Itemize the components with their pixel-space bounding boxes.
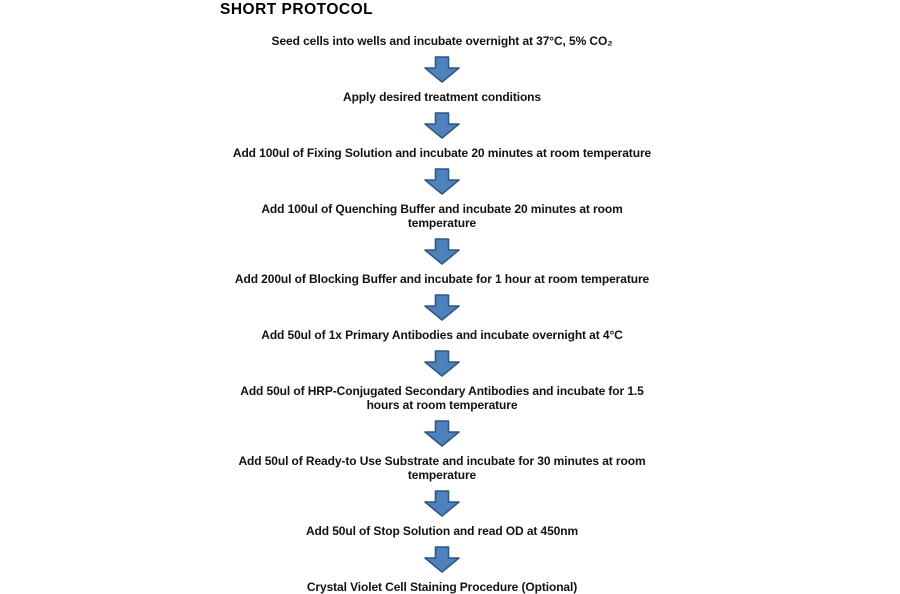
down-arrow-icon [424,56,460,83]
protocol-step-line: temperature [407,216,477,230]
down-arrow-icon [424,238,460,265]
page-title: SHORT PROTOCOL [220,1,374,18]
protocol-step-line: Crystal Violet Cell Staining Procedure (Optional) [306,580,578,594]
protocol-flow [182,34,702,594]
protocol-step-line: Add 50ul of 1x Primary Antibodies and incubate overnight at 4°C [261,328,623,342]
protocol-step-7 [240,384,643,412]
protocol-step-4 [261,202,622,230]
protocol-step-line: Apply desired treatment conditions [343,90,541,104]
protocol-step-1 [272,34,613,48]
protocol-step-2 [343,90,541,104]
protocol-step-line: temperature [407,468,477,482]
protocol-step-line: Add 50ul of Stop Solution and read OD at 450nm [305,524,579,538]
protocol-step-line: hours at room temperature [366,398,518,412]
protocol-step-9 [306,524,578,538]
protocol-step-5 [235,272,649,286]
protocol-step-6 [261,328,622,342]
protocol-step-line: Add 50ul of Ready-to Use Substrate and incubate for 30 minutes at room [238,454,646,468]
down-arrow-icon [424,350,460,377]
protocol-step-10 [307,580,577,594]
protocol-step-line: Add 100ul of Quenching Buffer and incubate 20 minutes at room [261,202,623,216]
protocol-step-line: Add 50ul of HRP-Conjugated Secondary Antibodies and incubate for 1.5 [240,384,644,398]
down-arrow-icon [424,420,460,447]
down-arrow-icon [424,168,460,195]
protocol-step-3 [233,146,651,160]
down-arrow-icon [424,490,460,517]
down-arrow-icon [424,294,460,321]
protocol-step-line: Add 200ul of Blocking Buffer and incubate for 1 hour at room temperature [234,272,650,286]
protocol-step-8 [238,454,645,482]
protocol-step-line: Seed cells into wells and incubate overnight at 37°C, 5% CO₂ [271,34,613,48]
down-arrow-icon [424,546,460,573]
protocol-step-line: Add 100ul of Fixing Solution and incubate 20 minutes at room temperature [232,146,652,160]
down-arrow-icon [424,112,460,139]
